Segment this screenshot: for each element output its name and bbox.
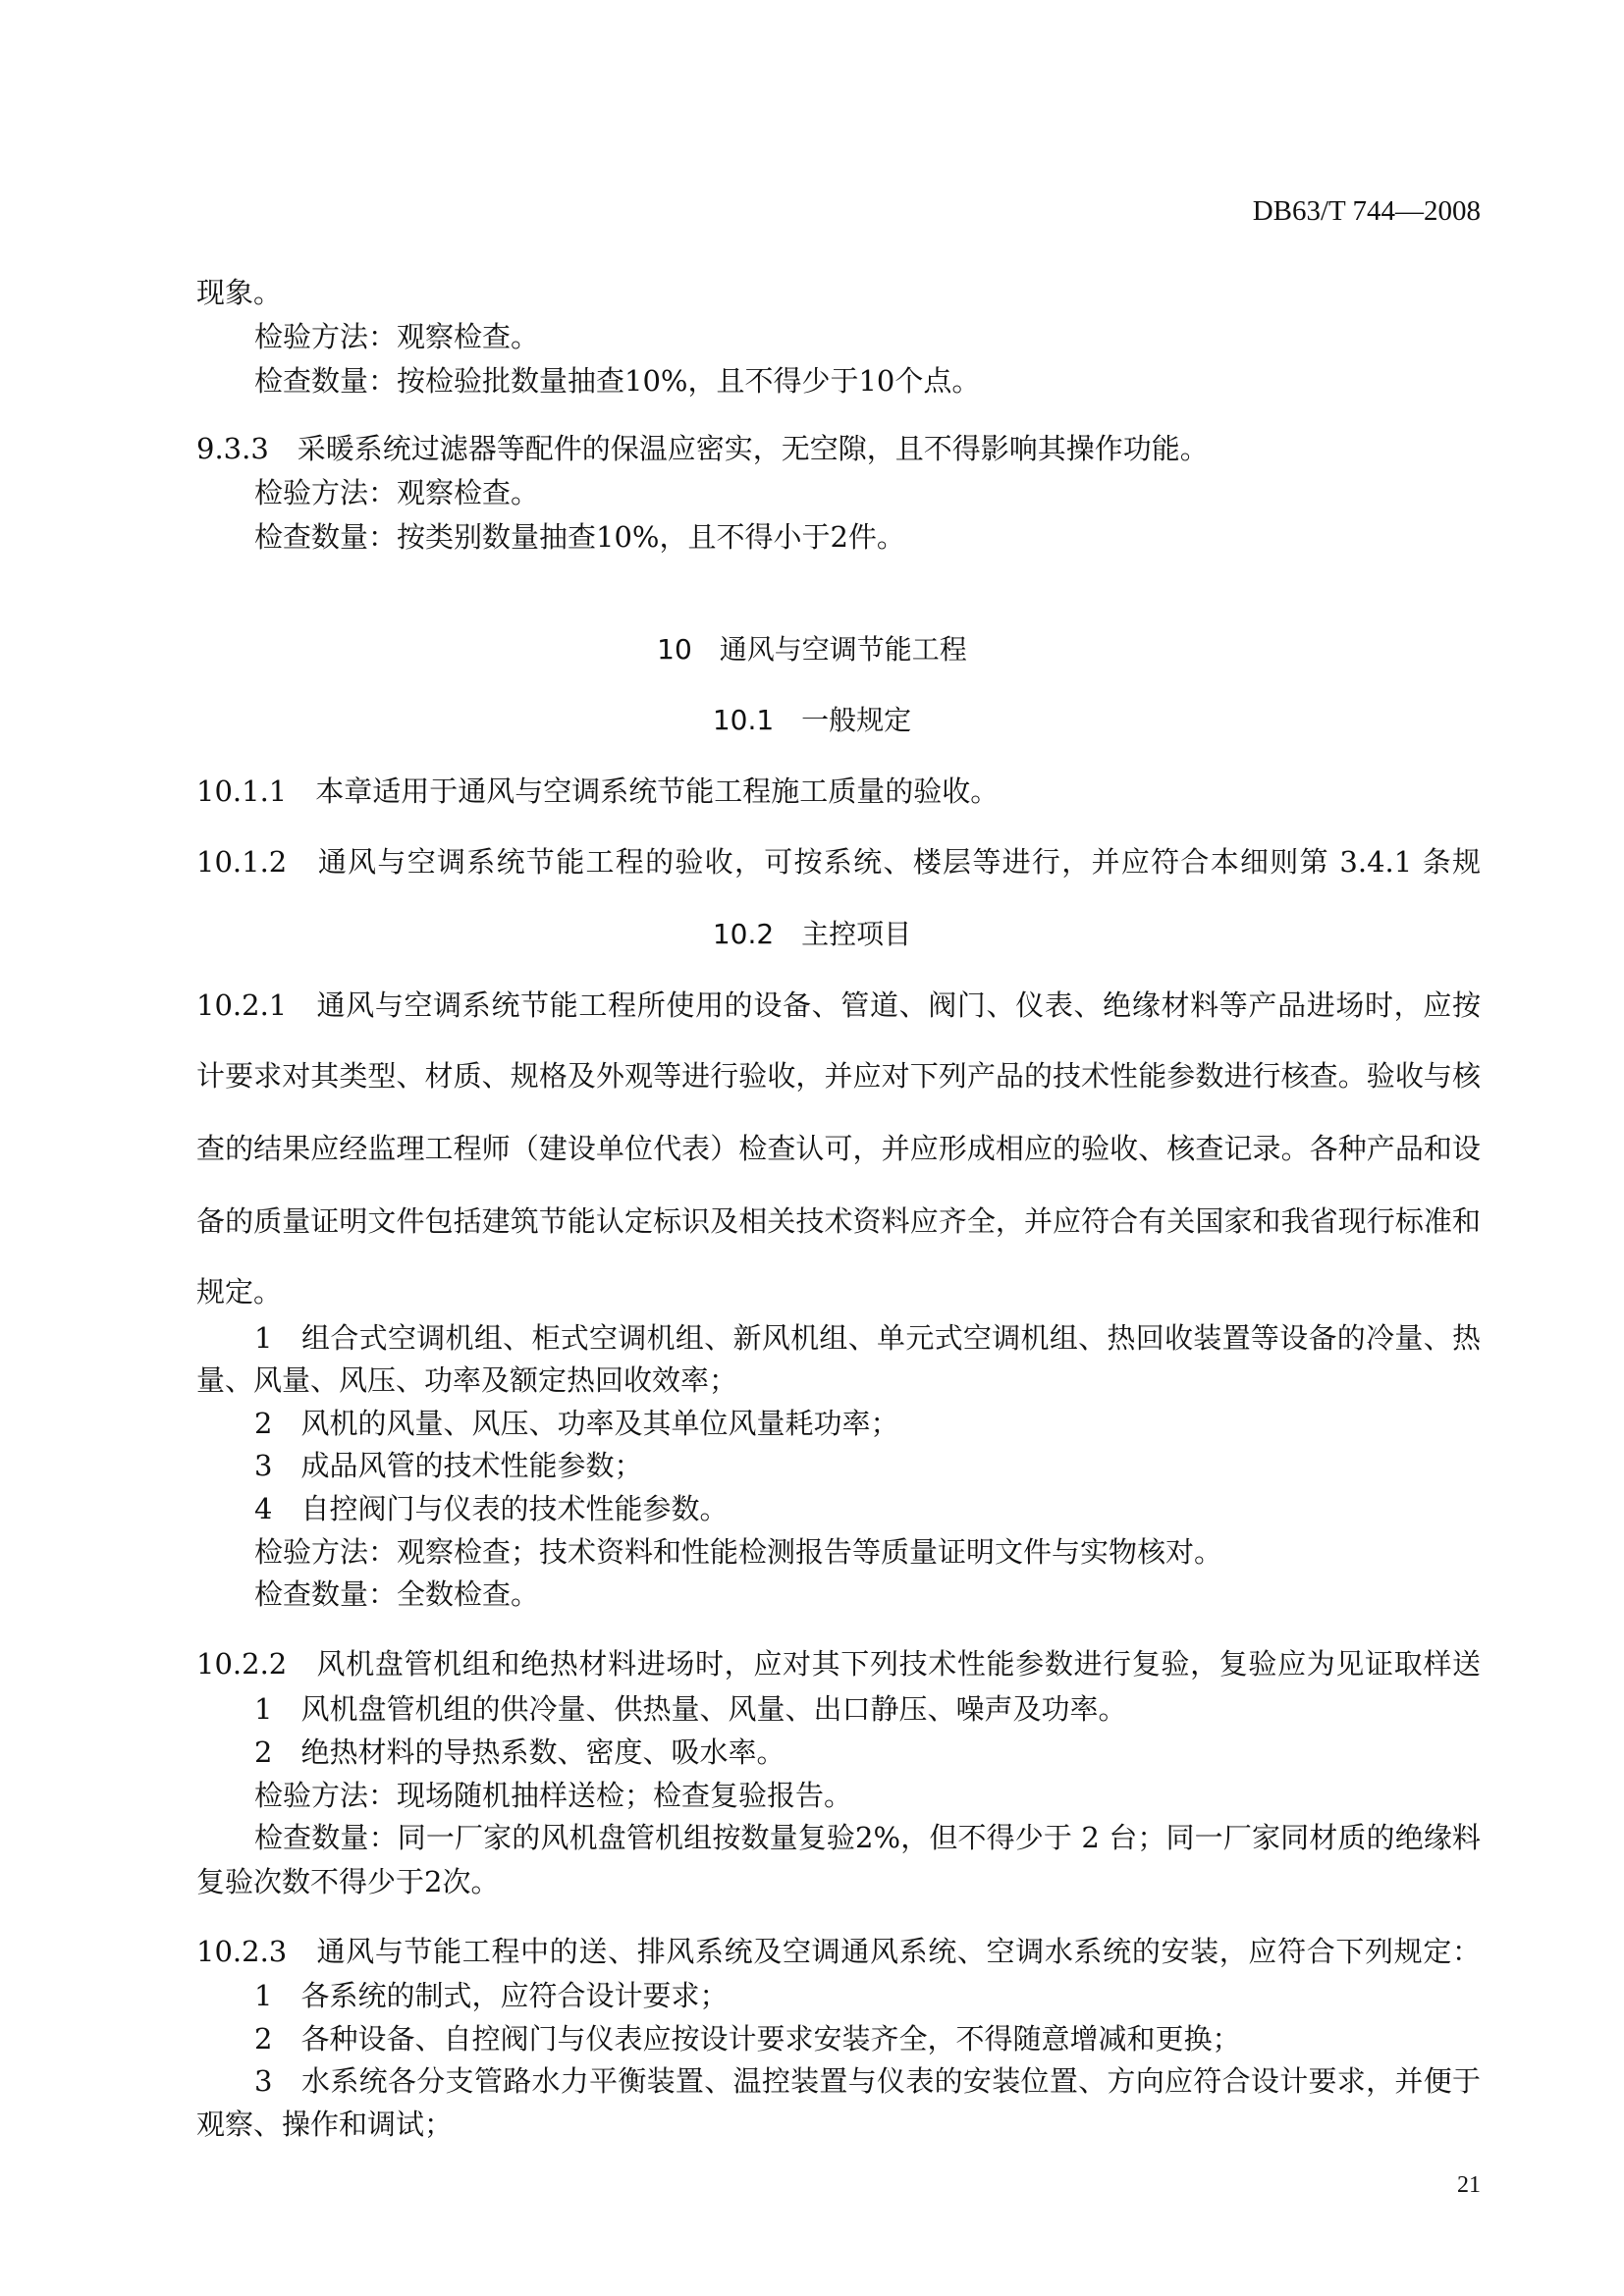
- text-line: 检查数量：全数检查。: [254, 1577, 540, 1611]
- clause-10-1-1: 10.1.1 本章适用于通风与空调系统节能工程施工质量的验收。: [196, 774, 1000, 808]
- text-line: 观察、操作和调试；: [196, 2108, 454, 2141]
- section-heading: 10.1 一般规定: [712, 704, 912, 736]
- text-line: 检验方法：现场随机抽样送检；检查复验报告。: [254, 1779, 853, 1812]
- clause-10-2-1: 10.2.1 通风与空调系统节能工程所使用的设备、管道、阀门、仪表、绝缘材料等产品进场时，应按: [196, 988, 1481, 1022]
- document-code: DB63/T 744—2008: [1252, 195, 1481, 227]
- text-line: 查的结果应经监理工程师（建设单位代表）检查认可，并应形成相应的验收、核查记录。各种产品和设: [196, 1132, 1481, 1165]
- text-line: 现象。: [196, 276, 283, 309]
- list-item: 3 成品风管的技术性能参数；: [254, 1449, 643, 1482]
- text-line: 复验次数不得少于2次。: [196, 1865, 500, 1898]
- list-item: 4 自控阀门与仪表的技术性能参数。: [254, 1492, 729, 1525]
- list-item: 2 绝热材料的导热系数、密度、吸水率。: [254, 1735, 785, 1769]
- clause-10-2-2: 10.2.2 风机盘管机组和绝热材料进场时，应对其下列技术性能参数进行复验，复验应为见证取样送: [196, 1647, 1481, 1681]
- text-line: 计要求对其类型、材质、规格及外观等进行验收，并应对下列产品的技术性能参数进行核查。验收与核: [196, 1059, 1481, 1093]
- list-item: 2 风机的风量、风压、功率及其单位风量耗功率；: [254, 1407, 899, 1440]
- section-heading: 10.2 主控项目: [712, 918, 912, 950]
- list-item: 1 组合式空调机组、柜式空调机组、新风机组、单元式空调机组、热回收装置等设备的冷量、热: [254, 1321, 1481, 1355]
- text-line: 规定。: [196, 1275, 283, 1308]
- text-line: 检查数量：按检验批数量抽查10%，且不得少于10个点。: [254, 364, 981, 398]
- text-line: 备的质量证明文件包括建筑节能认定标识及相关技术资料应齐全，并应符合有关国家和我省现行标准和: [196, 1204, 1481, 1238]
- list-item: 1 各系统的制式，应符合设计要求；: [254, 1979, 729, 2012]
- clause-10-1-2: 10.1.2 通风与空调系统节能工程的验收，可按系统、楼层等进行，并应符合本细则第 3.4.1 条规: [196, 845, 1481, 879]
- clause-9-3-3: 9.3.3 采暖系统过滤器等配件的保温应密实，无空隙，且不得影响其操作功能。: [196, 432, 1209, 465]
- list-item: 1 风机盘管机组的供冷量、供热量、风量、出口静压、噪声及功率。: [254, 1692, 1127, 1726]
- page-number: 21: [1457, 2172, 1481, 2198]
- text-line: 检验方法：观察检查。: [254, 320, 540, 353]
- list-item: 3 水系统各分支管路水力平衡装置、温控装置与仪表的安装位置、方向应符合设计要求，并便于: [254, 2064, 1481, 2098]
- clause-10-2-3: 10.2.3 通风与节能工程中的送、排风系统及空调通风系统、空调水系统的安装，应符合下列规定：: [196, 1935, 1481, 1968]
- list-item: 2 各种设备、自控阀门与仪表应按设计要求安装齐全，不得随意增减和更换；: [254, 2022, 1241, 2056]
- text-line: 量、风量、风压、功率及额定热回收效率；: [196, 1363, 738, 1397]
- text-line: 检验方法：观察检查；技术资料和性能检测报告等质量证明文件与实物核对。: [254, 1535, 1223, 1569]
- text-line: 检验方法：观察检查。: [254, 476, 540, 509]
- text-line: 检查数量：同一厂家的风机盘管机组按数量复验2%，但不得少于 2 台；同一厂家同材质的绝缘料: [254, 1821, 1481, 1854]
- text-line: 检查数量：按类别数量抽查10%，且不得小于2件。: [254, 520, 905, 554]
- chapter-heading: 10 通风与空调节能工程: [657, 633, 967, 666]
